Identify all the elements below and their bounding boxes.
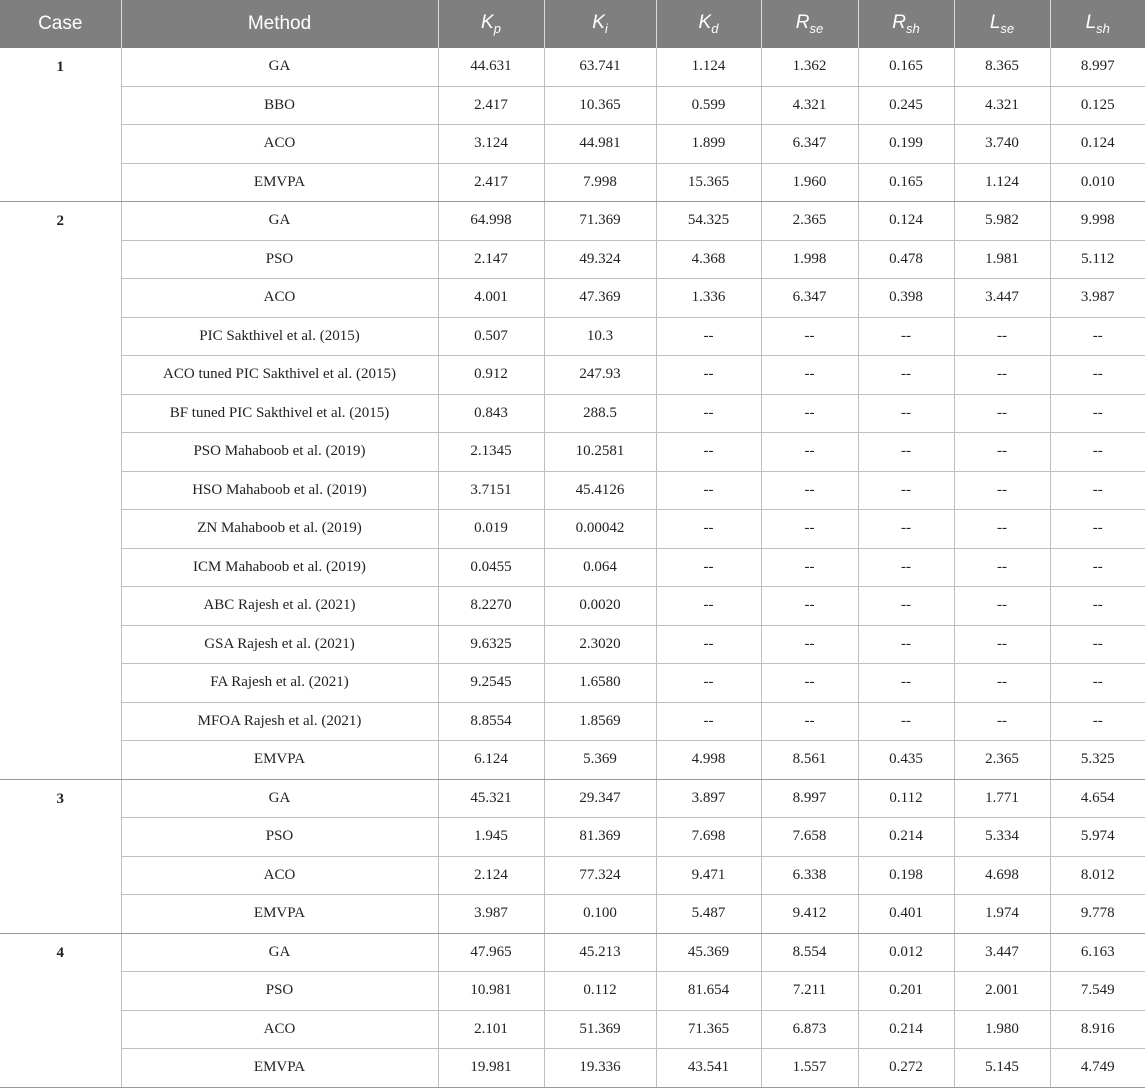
case-number-cell: 2 [0, 202, 121, 780]
table-row [0, 510, 1145, 549]
table-row [0, 548, 1145, 587]
value-cell-rsh: -- [858, 587, 954, 626]
table-row [0, 86, 1145, 125]
value-cell-lse: 3.447 [954, 933, 1050, 972]
method-cell: ACO tuned PIC Sakthivel et al. (2015) [121, 356, 438, 395]
value-cell-rse: -- [761, 317, 858, 356]
table-row [0, 240, 1145, 279]
value-cell-kp: 8.2270 [438, 587, 544, 626]
value-cell-kd: 71.365 [656, 1010, 761, 1049]
value-cell-lsh: 6.163 [1050, 933, 1145, 972]
value-cell-lsh: -- [1050, 664, 1145, 703]
value-cell-ki: 29.347 [544, 779, 656, 818]
value-cell-lsh: 5.325 [1050, 741, 1145, 780]
method-cell: FA Rajesh et al. (2021) [121, 664, 438, 703]
method-cell: MFOA Rajesh et al. (2021) [121, 702, 438, 741]
value-cell-kp: 19.981 [438, 1049, 544, 1088]
value-cell-lsh: -- [1050, 587, 1145, 626]
header-subscript: sh [906, 20, 920, 36]
header-row [0, 0, 1145, 48]
header-symbol: L [989, 12, 1001, 34]
value-cell-ki: 0.100 [544, 895, 656, 934]
value-cell-lsh: -- [1050, 394, 1145, 433]
table-header [0, 0, 1145, 48]
table-row [0, 48, 1145, 86]
value-cell-lse: 4.698 [954, 856, 1050, 895]
table-row [0, 587, 1145, 626]
value-cell-rsh: 0.272 [858, 1049, 954, 1088]
value-cell-ki: 2.3020 [544, 625, 656, 664]
header-symbol: K [698, 12, 712, 34]
value-cell-ki: 0.064 [544, 548, 656, 587]
value-cell-lsh: -- [1050, 548, 1145, 587]
value-cell-rse: 1.960 [761, 163, 858, 202]
header-symbol: L [1085, 12, 1097, 34]
column-header-rsh [858, 0, 954, 48]
case-number-cell: 1 [0, 48, 121, 202]
value-cell-rse: 8.997 [761, 779, 858, 818]
value-cell-lse: -- [954, 317, 1050, 356]
value-cell-lsh: 8.916 [1050, 1010, 1145, 1049]
value-cell-lse: -- [954, 625, 1050, 664]
value-cell-rsh: -- [858, 625, 954, 664]
value-cell-kp: 44.631 [438, 48, 544, 86]
value-cell-ki: 10.365 [544, 86, 656, 125]
value-cell-kp: 9.2545 [438, 664, 544, 703]
value-cell-kp: 8.8554 [438, 702, 544, 741]
value-cell-rse: -- [761, 433, 858, 472]
value-cell-rse: 8.561 [761, 741, 858, 780]
value-cell-ki: 0.112 [544, 972, 656, 1011]
value-cell-rse: 2.365 [761, 202, 858, 241]
method-cell: GA [121, 202, 438, 241]
method-cell: GA [121, 48, 438, 86]
value-cell-lse: 3.447 [954, 279, 1050, 318]
value-cell-lse: -- [954, 471, 1050, 510]
case-number-cell: 4 [0, 933, 121, 1087]
value-cell-kd: 7.698 [656, 818, 761, 857]
value-cell-lse: 1.771 [954, 779, 1050, 818]
column-header-rse [761, 0, 858, 48]
table-row [0, 202, 1145, 241]
method-cell: PSO [121, 240, 438, 279]
value-cell-ki: 51.369 [544, 1010, 656, 1049]
value-cell-rse: 6.338 [761, 856, 858, 895]
table-row [0, 125, 1145, 164]
value-cell-rsh: -- [858, 471, 954, 510]
value-cell-ki: 5.369 [544, 741, 656, 780]
value-cell-ki: 7.998 [544, 163, 656, 202]
value-cell-lse: 5.145 [954, 1049, 1050, 1088]
value-cell-lse: -- [954, 394, 1050, 433]
value-cell-kd: -- [656, 548, 761, 587]
value-cell-lsh: 0.124 [1050, 125, 1145, 164]
value-cell-lse: 1.980 [954, 1010, 1050, 1049]
value-cell-ki: 247.93 [544, 356, 656, 395]
column-header-kp [438, 0, 544, 48]
value-cell-kp: 2.417 [438, 163, 544, 202]
value-cell-kd: -- [656, 510, 761, 549]
value-cell-rse: 6.347 [761, 279, 858, 318]
value-cell-rsh: -- [858, 433, 954, 472]
value-cell-kd: 1.336 [656, 279, 761, 318]
value-cell-kp: 2.101 [438, 1010, 544, 1049]
value-cell-lsh: 5.112 [1050, 240, 1145, 279]
table-row [0, 972, 1145, 1011]
value-cell-rsh: 0.435 [858, 741, 954, 780]
value-cell-rsh: 0.201 [858, 972, 954, 1011]
table-row [0, 163, 1145, 202]
table-row [0, 433, 1145, 472]
value-cell-lsh: -- [1050, 625, 1145, 664]
value-cell-rse: -- [761, 587, 858, 626]
value-cell-lse: -- [954, 356, 1050, 395]
header-subscript: p [493, 20, 501, 36]
table-row [0, 394, 1145, 433]
value-cell-ki: 49.324 [544, 240, 656, 279]
value-cell-ki: 19.336 [544, 1049, 656, 1088]
value-cell-kp: 0.507 [438, 317, 544, 356]
table-row [0, 895, 1145, 934]
method-cell: ACO [121, 856, 438, 895]
value-cell-kp: 9.6325 [438, 625, 544, 664]
method-cell: PSO Mahaboob et al. (2019) [121, 433, 438, 472]
value-cell-rsh: 0.198 [858, 856, 954, 895]
value-cell-kd: -- [656, 356, 761, 395]
value-cell-kd: -- [656, 317, 761, 356]
value-cell-kd: 9.471 [656, 856, 761, 895]
table-row [0, 625, 1145, 664]
value-cell-rsh: -- [858, 356, 954, 395]
value-cell-rse: -- [761, 548, 858, 587]
value-cell-kd: -- [656, 394, 761, 433]
value-cell-rsh: -- [858, 510, 954, 549]
value-cell-lse: -- [954, 702, 1050, 741]
value-cell-rse: 7.658 [761, 818, 858, 857]
value-cell-rsh: -- [858, 317, 954, 356]
method-cell: ACO [121, 125, 438, 164]
value-cell-rsh: -- [858, 664, 954, 703]
value-cell-kp: 0.843 [438, 394, 544, 433]
value-cell-ki: 1.8569 [544, 702, 656, 741]
table-row [0, 1010, 1145, 1049]
method-cell: EMVPA [121, 741, 438, 780]
value-cell-kp: 3.987 [438, 895, 544, 934]
method-cell: PIC Sakthivel et al. (2015) [121, 317, 438, 356]
value-cell-ki: 47.369 [544, 279, 656, 318]
table-row [0, 471, 1145, 510]
value-cell-kp: 4.001 [438, 279, 544, 318]
value-cell-kd: -- [656, 433, 761, 472]
column-header-lsh [1050, 0, 1145, 48]
value-cell-lse: -- [954, 510, 1050, 549]
value-cell-kp: 2.1345 [438, 433, 544, 472]
value-cell-lsh: 5.974 [1050, 818, 1145, 857]
header-symbol: K [481, 12, 494, 34]
column-header-lse [954, 0, 1050, 48]
value-cell-lsh: -- [1050, 356, 1145, 395]
value-cell-lse: 2.365 [954, 741, 1050, 780]
value-cell-lse: 1.124 [954, 163, 1050, 202]
table-row [0, 356, 1145, 395]
value-cell-ki: 81.369 [544, 818, 656, 857]
value-cell-rsh: 0.245 [858, 86, 954, 125]
value-cell-rse: -- [761, 356, 858, 395]
value-cell-rsh: -- [858, 702, 954, 741]
value-cell-rse: 4.321 [761, 86, 858, 125]
value-cell-kp: 0.019 [438, 510, 544, 549]
value-cell-lsh: -- [1050, 433, 1145, 472]
value-cell-rsh: -- [858, 394, 954, 433]
value-cell-lsh: 9.778 [1050, 895, 1145, 934]
value-cell-rsh: 0.214 [858, 1010, 954, 1049]
table-row [0, 1049, 1145, 1088]
method-cell: ICM Mahaboob et al. (2019) [121, 548, 438, 587]
value-cell-ki: 10.2581 [544, 433, 656, 472]
table-row [0, 279, 1145, 318]
column-header-ki [544, 0, 656, 48]
method-cell: GA [121, 933, 438, 972]
value-cell-kp: 2.147 [438, 240, 544, 279]
value-cell-kp: 0.912 [438, 356, 544, 395]
value-cell-kp: 2.417 [438, 86, 544, 125]
method-cell: ZN Mahaboob et al. (2019) [121, 510, 438, 549]
value-cell-rsh: 0.214 [858, 818, 954, 857]
value-cell-rse: 1.557 [761, 1049, 858, 1088]
table-row [0, 741, 1145, 780]
value-cell-kd: 45.369 [656, 933, 761, 972]
table-row [0, 664, 1145, 703]
value-cell-lse: 3.740 [954, 125, 1050, 164]
value-cell-lsh: 4.654 [1050, 779, 1145, 818]
value-cell-rse: 6.347 [761, 125, 858, 164]
table-row [0, 317, 1145, 356]
value-cell-ki: 63.741 [544, 48, 656, 86]
method-cell: ABC Rajesh et al. (2021) [121, 587, 438, 626]
value-cell-rsh: -- [858, 548, 954, 587]
header-subscript: sh [1096, 20, 1110, 36]
value-cell-kd: 1.124 [656, 48, 761, 86]
value-cell-lse: -- [954, 664, 1050, 703]
value-cell-lsh: 4.749 [1050, 1049, 1145, 1088]
value-cell-lse: 5.334 [954, 818, 1050, 857]
value-cell-ki: 0.0020 [544, 587, 656, 626]
value-cell-rsh: 0.199 [858, 125, 954, 164]
table-row [0, 779, 1145, 818]
value-cell-ki: 44.981 [544, 125, 656, 164]
value-cell-kp: 2.124 [438, 856, 544, 895]
value-cell-rsh: 0.165 [858, 48, 954, 86]
table-row [0, 702, 1145, 741]
value-cell-ki: 71.369 [544, 202, 656, 241]
method-cell: GSA Rajesh et al. (2021) [121, 625, 438, 664]
column-header-case: Case [0, 0, 121, 48]
value-cell-lse: 2.001 [954, 972, 1050, 1011]
value-cell-rse: 9.412 [761, 895, 858, 934]
value-cell-lsh: 8.012 [1050, 856, 1145, 895]
value-cell-kd: -- [656, 664, 761, 703]
value-cell-rse: 7.211 [761, 972, 858, 1011]
value-cell-rse: -- [761, 394, 858, 433]
value-cell-kp: 3.7151 [438, 471, 544, 510]
value-cell-kd: 4.368 [656, 240, 761, 279]
header-symbol: K [592, 12, 605, 34]
value-cell-lse: 8.365 [954, 48, 1050, 86]
value-cell-lsh: -- [1050, 702, 1145, 741]
method-cell: PSO [121, 972, 438, 1011]
table-row [0, 818, 1145, 857]
method-cell: EMVPA [121, 1049, 438, 1088]
value-cell-rsh: 0.112 [858, 779, 954, 818]
value-cell-lse: 5.982 [954, 202, 1050, 241]
header-subscript: se [809, 20, 824, 36]
method-cell: EMVPA [121, 895, 438, 934]
header-symbol: R [892, 12, 906, 34]
value-cell-ki: 10.3 [544, 317, 656, 356]
value-cell-ki: 45.4126 [544, 471, 656, 510]
value-cell-lse: -- [954, 548, 1050, 587]
value-cell-rse: -- [761, 625, 858, 664]
table-body [0, 48, 1145, 1087]
value-cell-kd: -- [656, 625, 761, 664]
value-cell-lsh: 0.010 [1050, 163, 1145, 202]
header-subscript: se [1000, 20, 1015, 36]
method-cell: ACO [121, 1010, 438, 1049]
value-cell-rse: -- [761, 471, 858, 510]
value-cell-lse: 1.981 [954, 240, 1050, 279]
value-cell-lse: 1.974 [954, 895, 1050, 934]
value-cell-lsh: 3.987 [1050, 279, 1145, 318]
column-header-kd [656, 0, 761, 48]
value-cell-kd: 54.325 [656, 202, 761, 241]
value-cell-ki: 0.00042 [544, 510, 656, 549]
value-cell-ki: 45.213 [544, 933, 656, 972]
method-cell: BBO [121, 86, 438, 125]
value-cell-lse: -- [954, 433, 1050, 472]
value-cell-lsh: -- [1050, 317, 1145, 356]
value-cell-rsh: 0.124 [858, 202, 954, 241]
column-header-method: Method [121, 0, 438, 48]
value-cell-rse: 1.998 [761, 240, 858, 279]
value-cell-kp: 1.945 [438, 818, 544, 857]
value-cell-kp: 3.124 [438, 125, 544, 164]
header-subscript: d [711, 20, 719, 36]
value-cell-kd: -- [656, 587, 761, 626]
value-cell-kd: 1.899 [656, 125, 761, 164]
value-cell-rse: 1.362 [761, 48, 858, 86]
value-cell-kp: 45.321 [438, 779, 544, 818]
value-cell-kd: 81.654 [656, 972, 761, 1011]
value-cell-rsh: 0.165 [858, 163, 954, 202]
value-cell-rse: 6.873 [761, 1010, 858, 1049]
method-cell: PSO [121, 818, 438, 857]
value-cell-kd: -- [656, 471, 761, 510]
value-cell-rse: -- [761, 702, 858, 741]
value-cell-ki: 77.324 [544, 856, 656, 895]
method-cell: BF tuned PIC Sakthivel et al. (2015) [121, 394, 438, 433]
value-cell-lsh: 9.998 [1050, 202, 1145, 241]
method-cell: GA [121, 779, 438, 818]
value-cell-rsh: 0.478 [858, 240, 954, 279]
value-cell-lsh: 7.549 [1050, 972, 1145, 1011]
value-cell-lse: -- [954, 587, 1050, 626]
value-cell-kp: 47.965 [438, 933, 544, 972]
table-row [0, 933, 1145, 972]
table-row [0, 856, 1145, 895]
value-cell-lsh: 0.125 [1050, 86, 1145, 125]
value-cell-kp: 64.998 [438, 202, 544, 241]
value-cell-kd: -- [656, 702, 761, 741]
header-symbol: R [795, 12, 810, 34]
case-number-cell: 3 [0, 779, 121, 933]
value-cell-kd: 43.541 [656, 1049, 761, 1088]
value-cell-rse: 8.554 [761, 933, 858, 972]
method-cell: ACO [121, 279, 438, 318]
value-cell-kp: 0.0455 [438, 548, 544, 587]
value-cell-kd: 0.599 [656, 86, 761, 125]
value-cell-kd: 5.487 [656, 895, 761, 934]
value-cell-ki: 288.5 [544, 394, 656, 433]
value-cell-lse: 4.321 [954, 86, 1050, 125]
value-cell-rse: -- [761, 664, 858, 703]
value-cell-kp: 10.981 [438, 972, 544, 1011]
value-cell-lsh: -- [1050, 510, 1145, 549]
value-cell-lsh: 8.997 [1050, 48, 1145, 86]
value-cell-rsh: 0.012 [858, 933, 954, 972]
value-cell-kd: 3.897 [656, 779, 761, 818]
value-cell-ki: 1.6580 [544, 664, 656, 703]
value-cell-rsh: 0.401 [858, 895, 954, 934]
value-cell-lsh: -- [1050, 471, 1145, 510]
method-cell: EMVPA [121, 163, 438, 202]
header-subscript: i [604, 20, 608, 36]
value-cell-kp: 6.124 [438, 741, 544, 780]
value-cell-kd: 4.998 [656, 741, 761, 780]
value-cell-kd: 15.365 [656, 163, 761, 202]
value-cell-rse: -- [761, 510, 858, 549]
value-cell-rsh: 0.398 [858, 279, 954, 318]
method-cell: HSO Mahaboob et al. (2019) [121, 471, 438, 510]
